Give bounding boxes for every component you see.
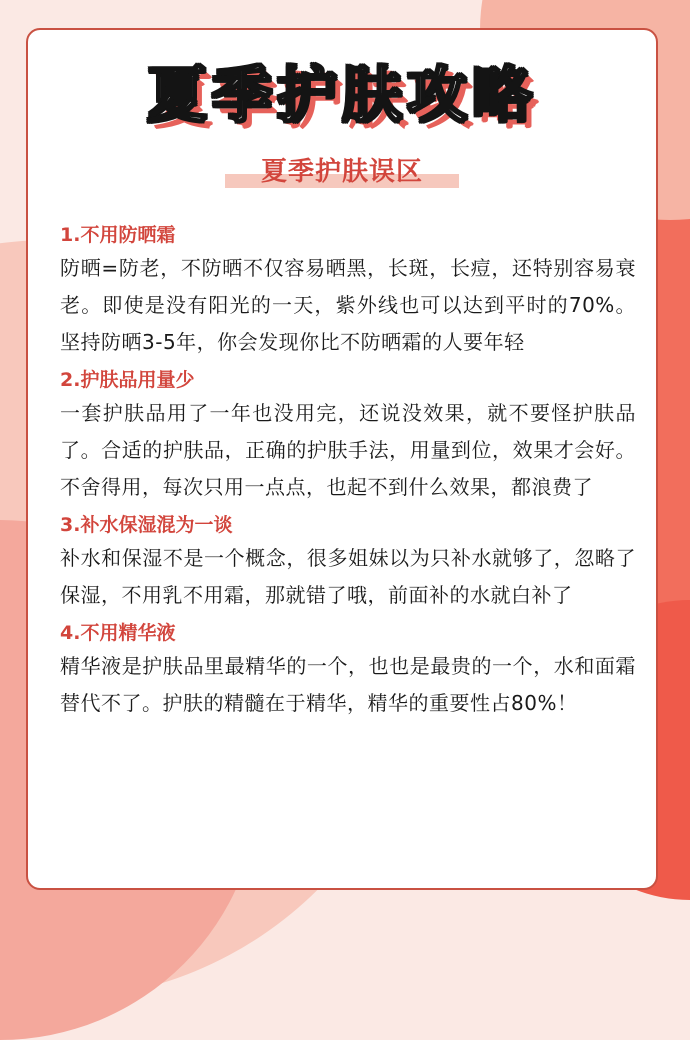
section-2 (60, 365, 636, 506)
section-body: 防晒=防老，不防晒不仅容易晒黑，长斑，长痘，还特别容易衰老。即使是没有阳光的一天，紫外线也可以达到平时的70%。坚持防晒3-5年，你会发现你比不防晒霜的人要年轻 (60, 256, 636, 354)
section-body: 一套护肤品用了一年也没用完，还说没效果，就不要怪护肤品了。合适的护肤品，正确的护肤手法，用量到位，效果才会好。不舍得用，每次只用一点点，也起不到什么效果，都浪费了 (60, 401, 636, 499)
page-title: 夏季护肤攻略 (147, 61, 537, 131)
section-body: 补水和保湿不是一个概念，很多姐妹以为只补水就够了，忽略了保湿，不用乳不用霜，那就错了哦，前面补的水就白补了 (60, 546, 636, 607)
section-3 (60, 510, 636, 614)
section-heading: 4.不用精华液 (60, 622, 176, 644)
section-1 (60, 220, 636, 361)
content-card (26, 28, 658, 890)
section-heading: 2.护肤品用量少 (60, 369, 195, 391)
subtitle-text: 夏季护肤误区 (260, 157, 423, 187)
section-heading: 3.补水保湿混为一谈 (60, 514, 233, 536)
section-4 (60, 618, 636, 722)
section-heading: 1.不用防晒霜 (60, 224, 176, 246)
subtitle-wrapper (28, 152, 656, 192)
section-body: 精华液是护肤品里最精华的一个，也也是最贵的一个，水和面霜替代不了。护肤的精髓在于精华，精华的重要性占80%！ (60, 654, 636, 715)
article-content (60, 216, 636, 722)
subtitle (251, 152, 433, 192)
